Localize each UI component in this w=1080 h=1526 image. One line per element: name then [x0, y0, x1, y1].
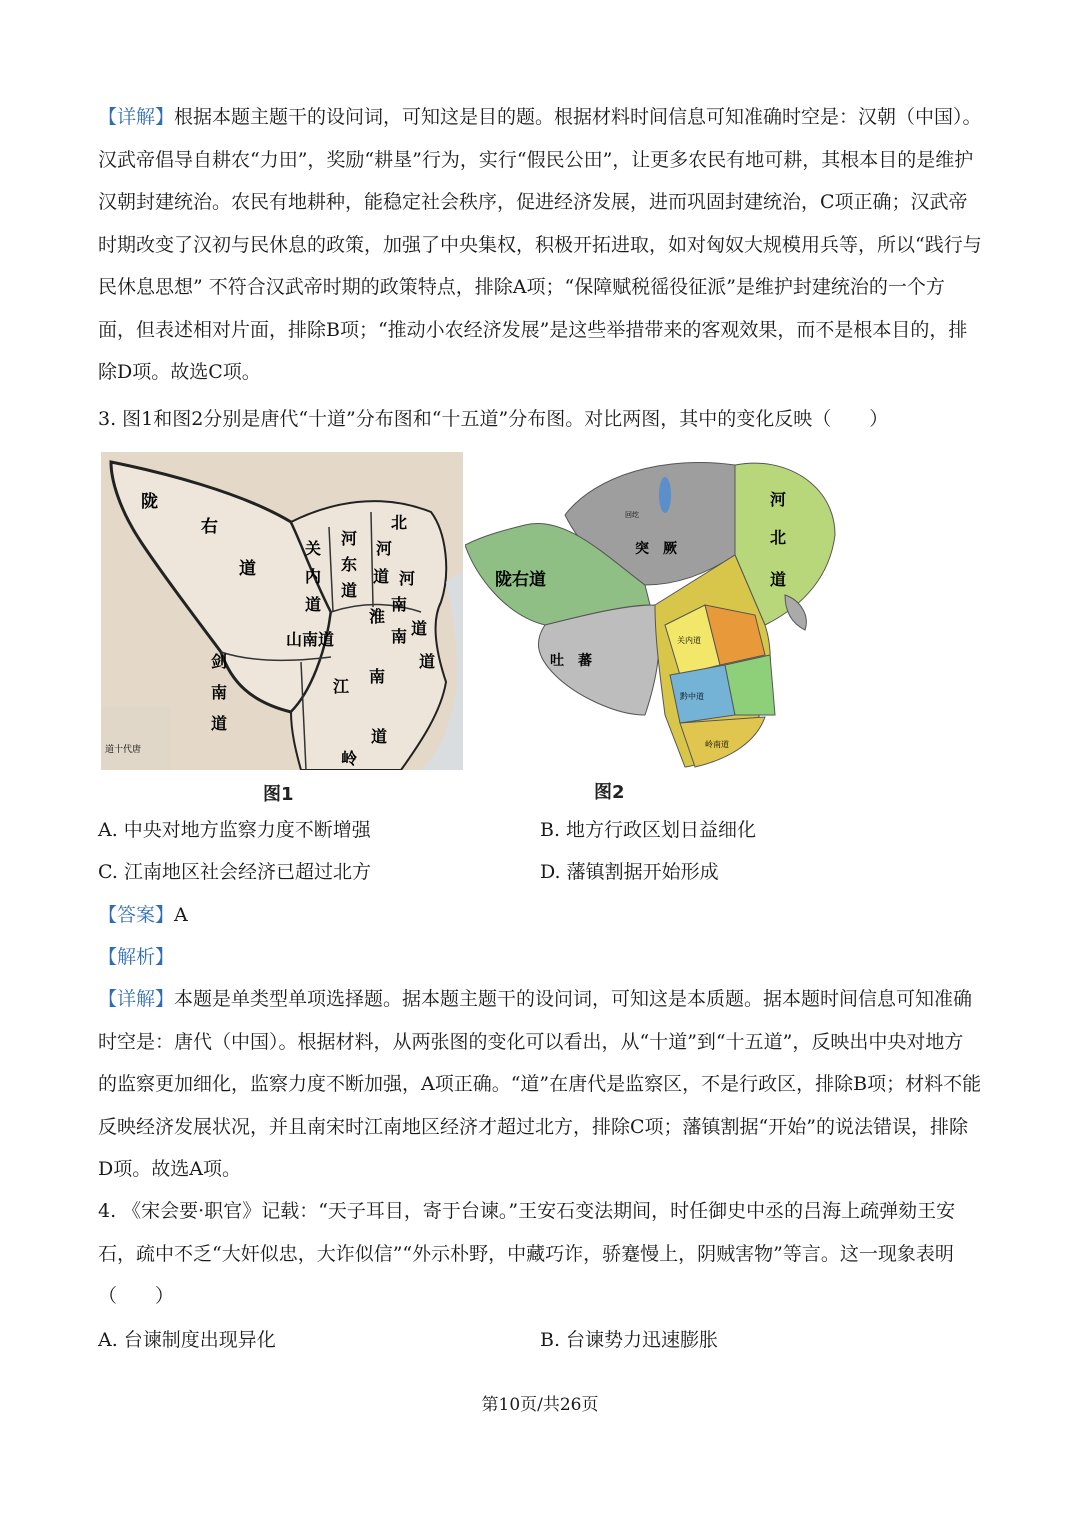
map2-label-hebei-3: 道	[770, 570, 787, 589]
page-footer: 第10页/共26页	[481, 1395, 599, 1415]
map1-label-henan-1: 河	[399, 569, 416, 588]
analysis-tag: 【解析】	[98, 946, 175, 968]
map1-label-longyou-2: 右	[201, 517, 218, 537]
map1-label-huainan-2: 南	[391, 627, 408, 646]
map1-label-hebei-3: 道	[373, 567, 390, 586]
q3-option-c[interactable]: C. 江南地区社会经济已超过北方	[98, 861, 371, 883]
map1-label-jiannan-2: 南	[211, 683, 228, 702]
map2-label-hebei-2: 北	[770, 528, 787, 547]
map1-margin-note: 道十代唐	[105, 745, 142, 755]
map1-label-jiangnan-3: 道	[371, 727, 388, 746]
answer-tag: 【答案】	[98, 904, 175, 926]
map2-label-guannei: 关内道	[677, 636, 701, 645]
map1-label-jiangnan-2: 南	[369, 667, 386, 686]
detail-paragraph-q2	[98, 96, 982, 394]
map2-label-tubo: 吐 蕃	[550, 653, 592, 669]
detail-tag-q3: 【详解】	[98, 988, 175, 1010]
q3-answer	[98, 903, 188, 927]
map1-label-longyou-3: 道	[239, 559, 256, 579]
map2-label-huihe: 回纥	[625, 511, 639, 519]
map1-label-guannei-1: 关	[305, 539, 322, 558]
map2-label-hebei-1: 河	[770, 490, 787, 509]
detail-tag: 【详解】	[98, 106, 175, 128]
map2-label-tujue: 突 厥	[635, 541, 677, 557]
map1-label-henan-3: 道	[411, 619, 428, 638]
map1-label-hedong-2: 东	[341, 555, 358, 574]
detail-text: 根据本题主题干的设问词，可知这是目的题。根据材料时间信息可知准确时空是：汉朝（中国）。汉武帝倡导自耕农“力田”，奖励“耕垦”行为，实行“假民公田”，让更多农民有地可耕，其根本目的是维护汉朝封建统治。农民有地耕种，能稳定社会秩序，促进经济发展，进而巩固封建统治，C项正确；汉武帝时期改变了汉初与民休息的政策，加强了中央集权，积极开拓进取，如对匈奴大规模用兵等，所以“践行与民休息思想” 不符合汉武帝时期的政策特点，排除A项；“保障赋税徭役征派”是维护封建统治的一个方面，但表述相对片面，排除B项；“推动小农经济发展”是这些举措带来的客观效果，而不是根本目的，排除D项。故选C项。	[98, 106, 982, 383]
map1-label-huainan-1: 淮	[369, 607, 386, 626]
map1-label-hebei-1: 河	[376, 539, 393, 558]
map2-label-longyou: 陇右道	[495, 570, 546, 590]
figure-1-caption: 图1	[263, 784, 294, 805]
detail-paragraph-q3	[98, 978, 982, 1191]
map1-label-guannei-3: 道	[305, 595, 322, 614]
map1-label-henan-2: 南	[391, 595, 408, 614]
map1-label-hebei-2: 北	[391, 513, 408, 532]
map1-label-jiangnan-1: 江	[333, 677, 350, 696]
map1-label-longyou-1: 陇	[141, 492, 158, 512]
map1-label-jiannan-1: 剑	[211, 652, 228, 671]
map-figure-2	[465, 455, 845, 775]
map2-label-qianzhong: 黔中道	[680, 692, 704, 701]
figure-2-caption: 图2	[594, 782, 625, 803]
answer-value: A	[174, 904, 188, 926]
q4-option-b[interactable]: B. 台谏势力迅速膨胀	[540, 1329, 719, 1351]
q4-option-a[interactable]: A. 台谏制度出现异化	[98, 1329, 276, 1351]
map1-label-guannei-2: 内	[305, 567, 322, 586]
detail-text-q3: 本题是单类型单项选择题。据本题主题干的设问词，可知这是本质题。据本题时间信息可知准确时空是：唐代（中国）。根据材料，从两张图的变化可以看出，从“十道”到“十五道”，反映出中央对地方的监察更加细化，监察力度不断加强，A项正确。“道”在唐代是监察区，不是行政区，排除B项；材料不能反映经济发展状况，并且南宋时江南地区经济才超过北方，排除C项；藩镇割据“开始”的说法错误，排除D项。故选A项。	[98, 988, 982, 1180]
map1-label-hedong-3: 道	[341, 581, 358, 600]
question-4-stem: 4. 《宋会要·职官》记载：“天子耳目，寄于台谏。”王安石变法期间，时任御史中丞的吕海上疏弹劾王安石，疏中不乏“大奸似忠，大诈似信”“外示朴野，中藏巧诈，骄蹇慢上，阴贼害物”等言。这一现象表明（ ）	[98, 1200, 956, 1307]
map1-label-huainan-3: 道	[419, 652, 436, 671]
map1-label-lingnan: 岭	[341, 749, 358, 768]
question-3-stem: 3. 图1和图2分别是唐代“十道”分布图和“十五道”分布图。对比两图，其中的变化反映（ ）	[98, 408, 889, 430]
q3-option-d[interactable]: D. 藩镇割据开始形成	[540, 861, 719, 883]
q3-option-b[interactable]: B. 地方行政区划日益细化	[540, 819, 757, 841]
map1-label-shannan: 山南道	[286, 630, 335, 649]
map2-label-lingnan: 岭南道	[705, 740, 729, 749]
q3-option-a[interactable]: A. 中央对地方监察力度不断增强	[98, 819, 371, 841]
map1-label-hedong-1: 河	[341, 529, 358, 548]
map1-label-jiannan-3: 道	[211, 714, 228, 733]
map-figure-1	[101, 452, 463, 770]
